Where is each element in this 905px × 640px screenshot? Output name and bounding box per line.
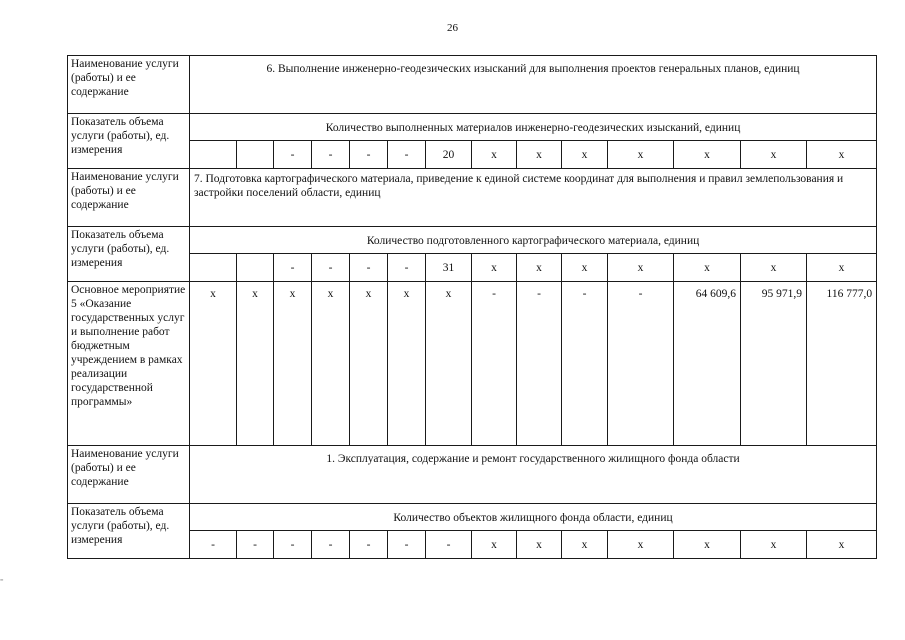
indicator-value-cell: - bbox=[274, 141, 312, 169]
indicator-value-cell: x bbox=[472, 141, 517, 169]
indicator-value-cell: x bbox=[472, 254, 517, 282]
main-activity-value-cell: x bbox=[190, 282, 237, 446]
service-name-label: Наименование услуги (работы) и ее содержание bbox=[68, 446, 190, 504]
indicator-value-cell: - bbox=[426, 531, 472, 559]
indicator-value-cell: - bbox=[350, 141, 388, 169]
indicator-value-cell: - bbox=[312, 254, 350, 282]
indicator-value-cell: x bbox=[608, 254, 674, 282]
indicator-value-cell: x bbox=[472, 531, 517, 559]
indicator-value-cell: x bbox=[517, 141, 562, 169]
indicator-value-cell: - bbox=[388, 254, 426, 282]
indicator-label: Показатель объема услуги (работы), ед. измерения bbox=[68, 504, 190, 559]
scan-mark: = bbox=[0, 578, 4, 584]
service-name-row bbox=[68, 446, 877, 504]
service-name-row bbox=[68, 169, 877, 227]
service-name-row bbox=[68, 56, 877, 114]
indicator-title: Количество выполненных материалов инженерно-геодезических изысканий, единиц bbox=[190, 114, 877, 141]
indicator-value-cell: x bbox=[807, 141, 877, 169]
main-activity-value-cell: x bbox=[388, 282, 426, 446]
main-activity-value-cell: x bbox=[350, 282, 388, 446]
main-activity-value-cell: x bbox=[312, 282, 350, 446]
service-name-text: 6. Выполнение инженерно-геодезических изысканий для выполнения проектов генеральных планов, единиц bbox=[190, 56, 877, 114]
indicator-values-row bbox=[68, 141, 877, 169]
indicator-value-cell: - bbox=[350, 531, 388, 559]
indicator-value-cell: x bbox=[674, 254, 741, 282]
main-activity-row bbox=[68, 282, 877, 446]
main-activity-value-cell: 64 609,6 bbox=[674, 282, 741, 446]
indicator-value-cell: x bbox=[517, 254, 562, 282]
indicator-title: Количество объектов жилищного фонда области, единиц bbox=[190, 504, 877, 531]
indicator-values-row bbox=[68, 254, 877, 282]
indicator-value-cell: - bbox=[388, 531, 426, 559]
indicator-title-row bbox=[68, 227, 877, 254]
indicator-value-cell: x bbox=[741, 141, 807, 169]
service-name-label: Наименование услуги (работы) и ее содержание bbox=[68, 169, 190, 227]
indicator-value-cell: 31 bbox=[426, 254, 472, 282]
main-activity-value-cell: x bbox=[426, 282, 472, 446]
indicator-value-cell: - bbox=[312, 531, 350, 559]
indicator-value-cell: x bbox=[562, 531, 608, 559]
main-activity-value-cell: 95 971,9 bbox=[741, 282, 807, 446]
main-activity-value-cell: - bbox=[562, 282, 608, 446]
indicator-values-row bbox=[68, 531, 877, 559]
indicator-value-cell: - bbox=[190, 531, 237, 559]
main-activity-value-cell: - bbox=[608, 282, 674, 446]
main-activity-value-cell: 116 777,0 bbox=[807, 282, 877, 446]
main-activity-value-cell: - bbox=[472, 282, 517, 446]
indicator-value-cell: x bbox=[674, 141, 741, 169]
indicator-value-cell: x bbox=[608, 531, 674, 559]
service-name-text: 7. Подготовка картографического материала, приведение к единой системе координат для выполнения и правил землепользования и застройки поселений области, единиц bbox=[190, 169, 877, 227]
indicator-value-cell: x bbox=[741, 254, 807, 282]
indicator-value-cell: - bbox=[388, 141, 426, 169]
indicator-label: Показатель объема услуги (работы), ед. измерения bbox=[68, 114, 190, 169]
main-activity-value-cell: - bbox=[517, 282, 562, 446]
indicator-value-cell bbox=[190, 141, 237, 169]
indicator-value-cell: - bbox=[274, 254, 312, 282]
indicator-title: Количество подготовленного картографического материала, единиц bbox=[190, 227, 877, 254]
indicator-value-cell bbox=[237, 254, 274, 282]
indicator-value-cell: - bbox=[274, 531, 312, 559]
indicator-title-row bbox=[68, 114, 877, 141]
indicator-value-cell: x bbox=[807, 254, 877, 282]
main-activity-label: Основное мероприятие 5 «Оказание государственных услуг и выполнение работ бюджетным учреждением в рамках реализации государственной программы» bbox=[68, 282, 190, 446]
indicator-value-cell: - bbox=[312, 141, 350, 169]
indicator-value-cell: x bbox=[807, 531, 877, 559]
indicator-value-cell: x bbox=[741, 531, 807, 559]
main-activity-value-cell: x bbox=[237, 282, 274, 446]
indicator-title-row bbox=[68, 504, 877, 531]
indicator-label: Показатель объема услуги (работы), ед. измерения bbox=[68, 227, 190, 282]
main-activity-value-cell: x bbox=[274, 282, 312, 446]
service-name-label: Наименование услуги (работы) и ее содержание bbox=[68, 56, 190, 114]
report-table bbox=[67, 55, 877, 559]
page-number: 26 bbox=[447, 22, 458, 34]
indicator-value-cell: x bbox=[517, 531, 562, 559]
indicator-value-cell: - bbox=[237, 531, 274, 559]
indicator-value-cell: x bbox=[562, 141, 608, 169]
indicator-value-cell: x bbox=[674, 531, 741, 559]
indicator-value-cell: x bbox=[562, 254, 608, 282]
indicator-value-cell: - bbox=[350, 254, 388, 282]
indicator-value-cell: x bbox=[608, 141, 674, 169]
service-name-text: 1. Эксплуатация, содержание и ремонт государственного жилищного фонда области bbox=[190, 446, 877, 504]
indicator-value-cell: 20 bbox=[426, 141, 472, 169]
indicator-value-cell bbox=[190, 254, 237, 282]
indicator-value-cell bbox=[237, 141, 274, 169]
